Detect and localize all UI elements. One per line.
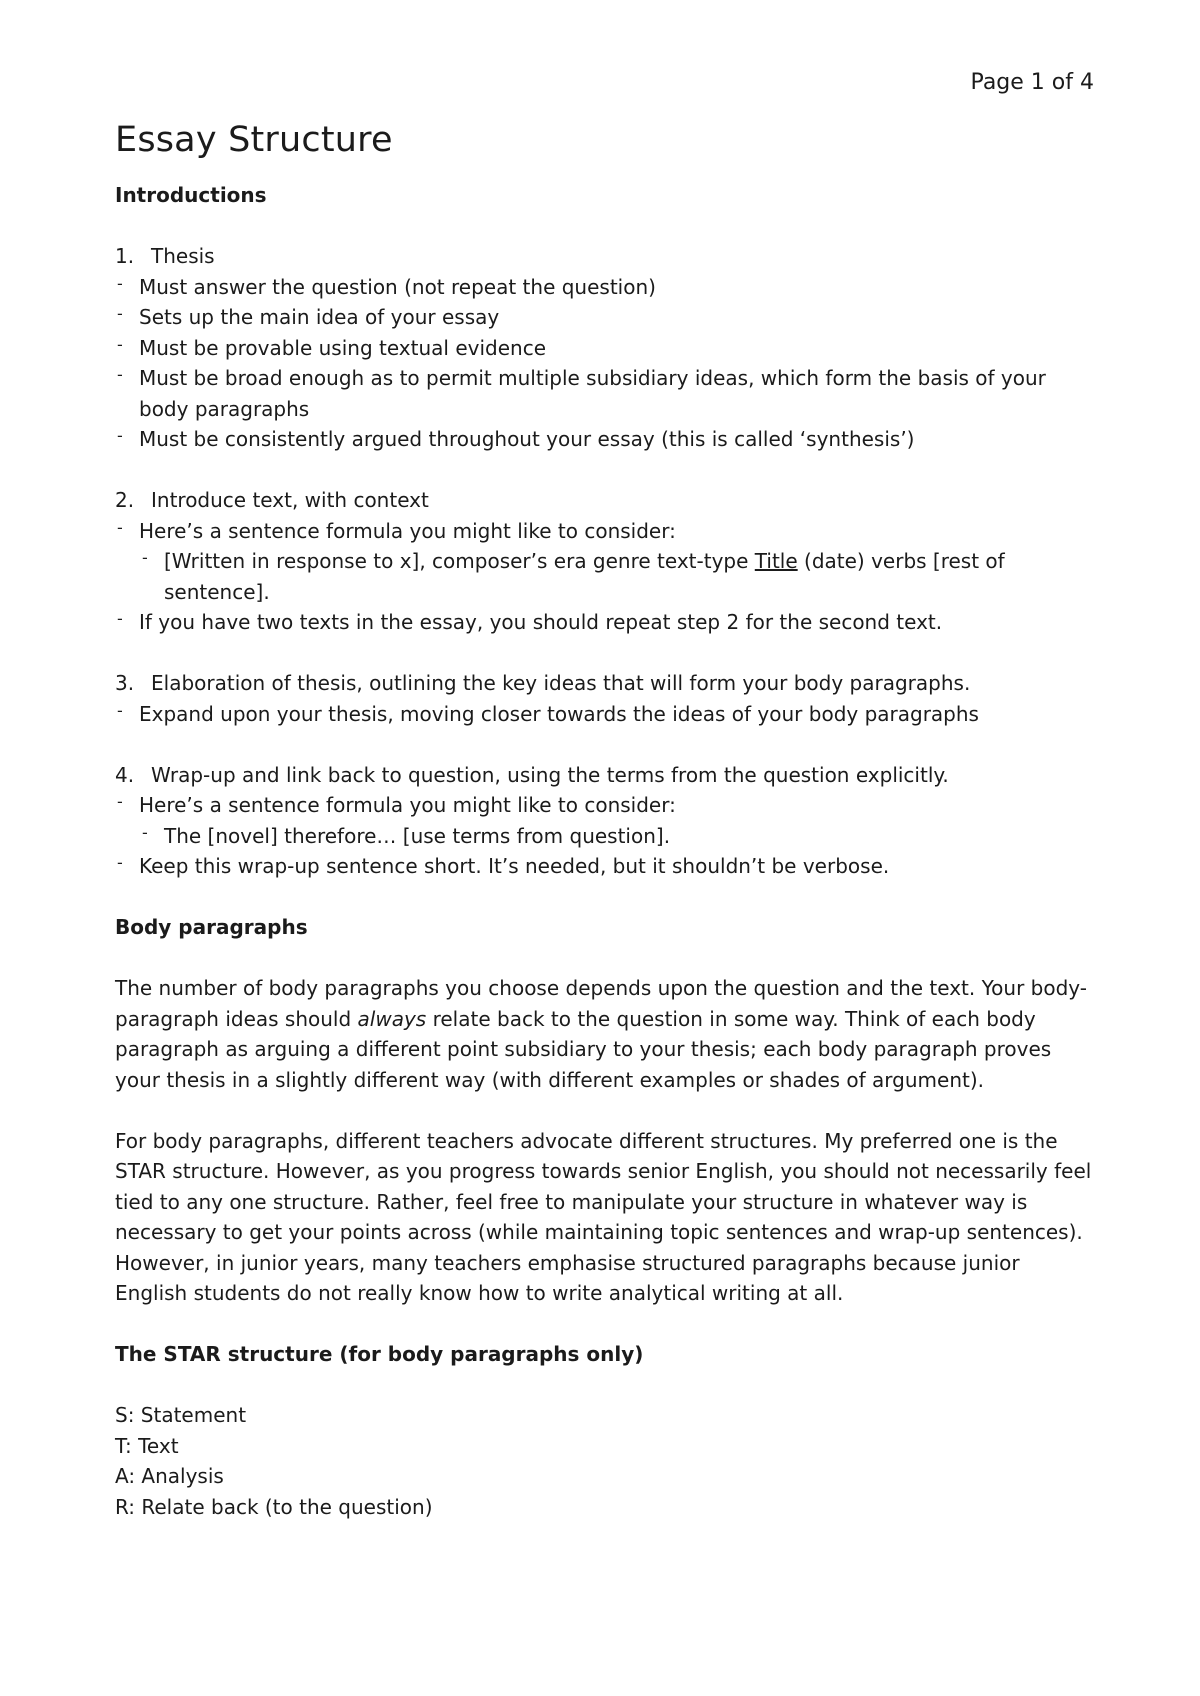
body-paragraph-2: For body paragraphs, different teachers advocate different structures. My preferred one is the STAR structure. However, as you progress towards senior English, you should not necessarily feel tied to any one structure. Rather, feel free to manipulate your structure in whatever way is necessary to get your points across (while maintaining topic sentences and wrap-up sentences). However, in junior years, many teachers emphasise structured paragraphs because junior English students do not really know how to write analytical writing at all. (115, 1128, 1092, 1305)
intro-step-1 (115, 241, 1095, 272)
list-item: - Here’s a sentence formula you might like to consider: (115, 516, 1095, 547)
formula-item: - The [novel] therefore… [use terms from question]. (115, 821, 1095, 852)
list-item: - Must answer the question (not repeat the question) (115, 272, 1095, 303)
list-item: - If you have two texts in the essay, you should repeat step 2 for the second text. (115, 607, 1095, 638)
step-number: 1. (115, 244, 135, 268)
star-item-t: T: Text (115, 1433, 179, 1458)
emphasis-text: always (357, 1006, 427, 1031)
list-item: - Expand upon your thesis, moving closer towards the ideas of your body paragraphs (115, 699, 1095, 730)
list-item: - Must be provable using textual evidence (115, 333, 1095, 364)
paragraph-text: The number of body paragraphs you choose depends upon the question and the text. Your body-paragraph ideas should (115, 976, 1087, 1031)
formula-item (115, 546, 1095, 607)
formula-text: (date) verbs [rest of sentence]. (164, 549, 1005, 604)
formula-title-term: Title (754, 549, 798, 573)
introductions-heading: Introductions (115, 183, 267, 207)
star-item-s: S: Statement (115, 1403, 247, 1427)
list-item: - Keep this wrap-up sentence short. It’s needed, but it shouldn’t be verbose. (115, 851, 1095, 882)
star-item-a: A: Analysis (115, 1464, 224, 1488)
step-number: 3. (115, 671, 135, 695)
list-item: - Here’s a sentence formula you might like to consider: (115, 790, 1095, 821)
page-title: Essay Structure (115, 120, 393, 160)
step-label: Wrap-up and link back to question, using the terms from the question explicitly. (151, 762, 949, 787)
step-number: 4. (115, 762, 135, 787)
intro-step-3 (115, 668, 1095, 699)
body-paragraph-1 (115, 973, 1095, 1095)
document-content (115, 118, 1095, 1522)
formula-text: [Written in response to x], composer’s era genre text-type (164, 549, 755, 573)
step-label: Thesis (151, 244, 215, 268)
step-label: Elaboration of thesis, outlining the key ideas that will form your body paragraphs. (151, 671, 971, 695)
list-item: - Must be consistently argued throughout your essay (this is called ‘synthesis’) (115, 424, 1095, 455)
star-heading: The STAR structure (for body paragraphs only) (115, 1342, 644, 1366)
step-number: 2. (115, 488, 135, 512)
body-paragraphs-heading: Body paragraphs (115, 915, 308, 939)
intro-step-4 (115, 760, 1095, 791)
list-item: - Sets up the main idea of your essay (115, 302, 1095, 333)
step-label: Introduce text, with context (151, 488, 429, 512)
star-item-r: R: Relate back (to the question) (115, 1494, 433, 1519)
list-item: - Must be broad enough as to permit multiple subsidiary ideas, which form the basis of your body paragraphs (115, 363, 1095, 424)
paragraph-text: relate back to the question in some way. Think of each body paragraph as arguing a different point subsidiary to your thesis; each body paragraph proves your thesis in a slightly different way (with different examples or shades of argument). (115, 1006, 1052, 1092)
page-number: Page 1 of 4 (970, 70, 1094, 95)
intro-step-2 (115, 485, 1095, 516)
